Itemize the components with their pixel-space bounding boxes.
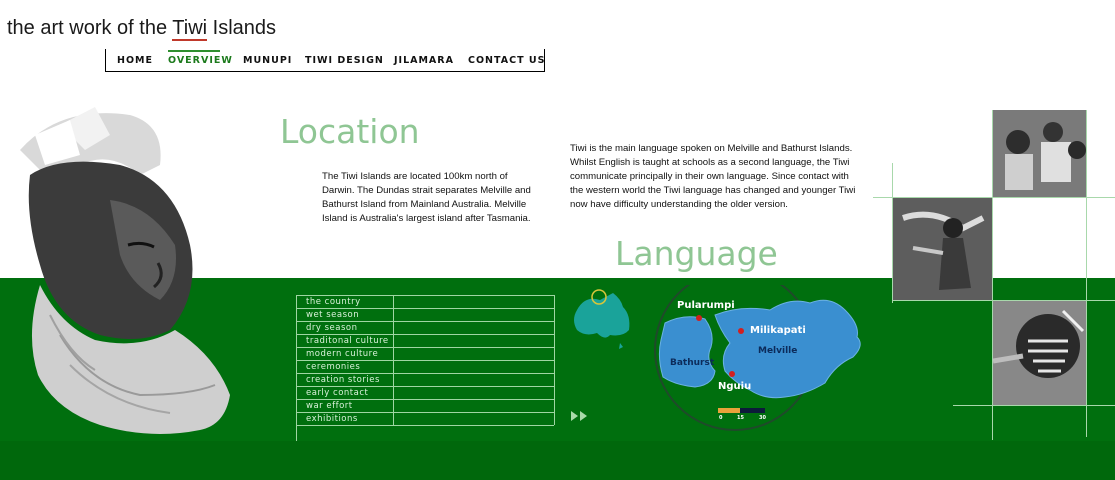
scale-label-30: 30 xyxy=(759,415,766,421)
town-milikapati-dot xyxy=(738,328,744,334)
menu-item-war-effort[interactable]: war effort xyxy=(296,399,554,412)
photo-children xyxy=(993,110,1086,197)
menu-item-wet-season[interactable]: wet season xyxy=(296,308,554,321)
menu-divider-right xyxy=(554,295,555,425)
menu-item-dry-season[interactable]: dry season xyxy=(296,321,554,334)
location-paragraph: The Tiwi Islands are located 100km north of Darwin. The Dundas strait separates Melville and Bathurst Island from Mainland Australia. Melville Island is Australia's largest island after Tasmania. xyxy=(322,171,531,224)
location-heading: Location xyxy=(280,112,420,151)
map-label-melville: Melville xyxy=(758,346,798,356)
map-label-pularumpi: Pularumpi xyxy=(677,300,735,311)
town-pularumpi-dot xyxy=(696,315,702,321)
menu-item-the-country[interactable]: the country xyxy=(296,295,554,308)
menu-item-modern-culture[interactable]: modern culture xyxy=(296,347,554,360)
nav-overview[interactable]: OVERVIEW xyxy=(168,55,233,66)
scale-label-0: 0 xyxy=(719,415,723,421)
nav-munupi[interactable]: MUNUPI xyxy=(243,55,293,66)
nav-active-indicator xyxy=(168,50,220,52)
nav-tiwi-design[interactable]: TIWI DESIGN xyxy=(305,55,384,66)
menu-item-traditonal-culture[interactable]: traditonal culture xyxy=(296,334,554,347)
nav-jilamara[interactable]: JILAMARA xyxy=(394,55,454,66)
map-label-nguiu: Nguiu xyxy=(718,381,752,392)
site-title-highlight: Tiwi xyxy=(172,17,208,39)
green-footer-band xyxy=(0,441,1115,480)
photo-painted-face xyxy=(993,301,1086,405)
map-scale-bar xyxy=(718,408,740,413)
site-title xyxy=(7,17,276,40)
menu-item-creation-stories[interactable]: creation stories xyxy=(296,373,554,386)
overview-menu xyxy=(296,295,554,426)
language-heading: Language xyxy=(615,234,778,273)
nav-home[interactable]: HOME xyxy=(117,55,153,66)
bathurst-island-shape xyxy=(659,317,715,387)
menu-item-early-contact[interactable]: early contact xyxy=(296,386,554,399)
australia-inset-icon xyxy=(574,293,629,338)
map-label-bathurst: Bathurst xyxy=(670,358,715,368)
grid-line xyxy=(953,405,1115,406)
language-paragraph: Tiwi is the main language spoken on Melville and Bathurst Islands. Whilst English is taught at schools as a second language, the Tiwi communicate principally in their own language. Since contact with the western world the Tiwi language has changed and younger Tiwi now have difficulty understanding the older version. xyxy=(570,143,856,210)
menu-item-ceremonies[interactable]: ceremonies xyxy=(296,360,554,373)
portrait-photo xyxy=(0,95,265,440)
tiwi-islands-map xyxy=(565,285,875,435)
site-title-prefix: the art work of the xyxy=(7,17,173,39)
main-nav xyxy=(105,49,545,72)
map-label-milikapati: Milikapati xyxy=(750,325,806,336)
photo-dancer xyxy=(893,198,992,300)
town-nguiu-dot xyxy=(729,371,735,377)
scale-label-15: 15 xyxy=(737,415,744,421)
site-title-suffix: Islands xyxy=(207,17,277,39)
menu-item-exhibitions[interactable]: exhibitions xyxy=(296,412,554,426)
grid-line xyxy=(1086,110,1087,437)
nav-contact-us[interactable]: CONTACT US xyxy=(468,55,546,66)
